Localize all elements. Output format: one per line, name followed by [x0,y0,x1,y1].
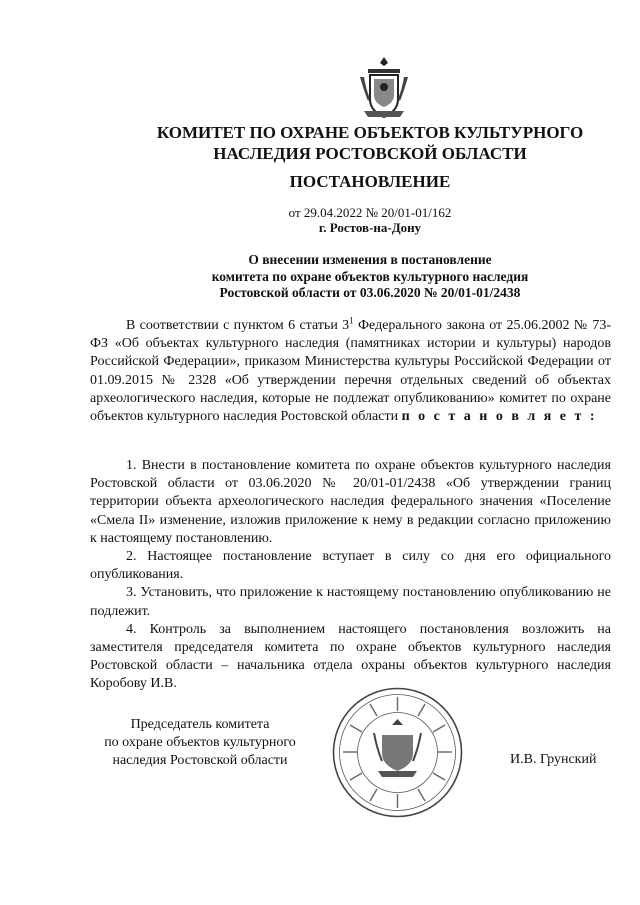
official-seal-icon [330,685,465,820]
signatory-title-line-3: наследия Ростовской области [112,753,288,768]
document-subject [0,252,640,302]
signatory-title [90,716,310,770]
org-line-2: НАСЛЕДИЯ РОСТОВСКОЙ ОБЛАСТИ [213,144,527,163]
subject-line-1: О внесении изменения в постановление [248,252,492,267]
organization-name [0,122,640,164]
signatory-title-line-1: Председатель комитета [130,717,270,732]
decree-item: 4. Контроль за выполнением настоящего постановления возложить на заместителя председателя комитета по охране объектов культурного наследия Ростовской области – начальника отдела охраны объектов культурного наследия Коробову И.В. [90,621,611,692]
signatory-name: И.В. Грунский [510,752,597,767]
article-superscript: 1 [349,315,354,326]
signatory-title-line-2: по охране объектов культурного [104,735,296,750]
preamble-part-1: В соответствии с пунктом 6 статьи 3 [126,318,350,333]
preamble-paragraph [90,317,611,426]
decree-item: 1. Внести в постановление комитета по охране объектов культурного наследия Ростовской области от 03.06.2020 № 20/01-01/2438 «Об утверждении границ территории объекта археологического наследия федерального значения «Поселение «Смела II» изменение, изложив приложение к нему в редакции согласно приложению к настоящему постановлению. [90,458,611,546]
decree-item: 3. Установить, что приложение к настоящему постановлению опубликованию не подлежит. [90,585,611,619]
decree-item: 2. Настоящее постановление вступает в силу со дня его официального опубликования. [90,549,611,583]
decree-word: п о с т а н о в л я е т : [401,409,598,425]
org-line-1: КОМИТЕТ ПО ОХРАНЕ ОБЪЕКТОВ КУЛЬТУРНОГО [156,123,584,142]
document-type: ПОСТАНОВЛЕНИЕ [289,172,451,191]
subject-line-3: Ростовской области от 03.06.2020 № 20/01-01/2438 [219,285,521,300]
date-and-number: от 29.04.2022 № 20/01-01/162 [288,205,452,220]
decree-items [90,457,611,694]
coat-of-arms-icon [358,55,410,123]
preamble-part-2: Федерального закона от 25.06.2002 № 73-ФЗ «Об объектах культурного наследия (памятниках истории и культуры) народов Российской Федерации», приказом Министерства культуры Российской Федерации от 01.09.2015 № 2328 «Об утверждении перечня отдельных сведений об объектах археологического наследия, которые не подлежат опубликованию» комитет по охране объектов культурного наследия Ростовской области [90,318,611,425]
subject-line-2: комитета по охране объектов культурного наследия [211,268,529,284]
city: г. Ростов-на-Дону [318,220,422,235]
